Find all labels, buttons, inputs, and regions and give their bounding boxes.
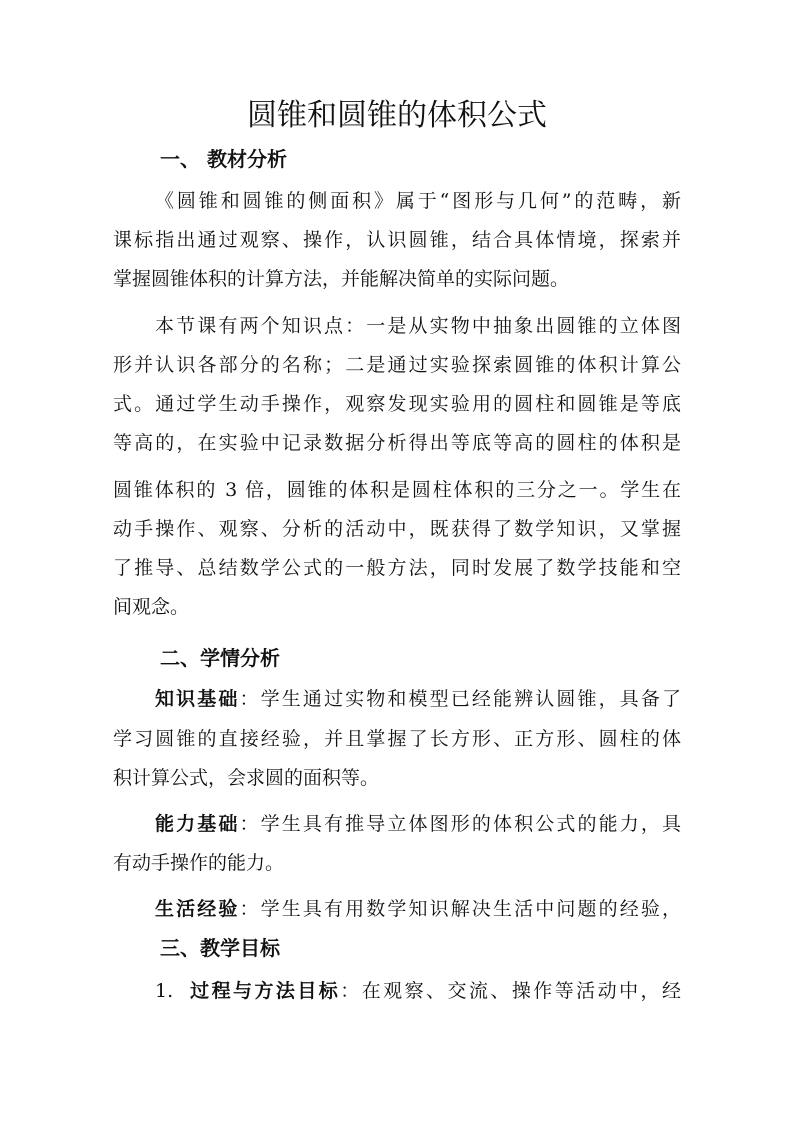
life-experience-label: 生活经验 [155,898,240,920]
goal-item-text: ：在观察、交流、操作等活动中，经 [340,980,681,1002]
ability-basis-text: ：学生具有推导立体图形的体积公式的能力，具 [239,813,681,835]
paragraph-line: 动手操作、观察、分析的活动中，既获得了数学知识，又掌握 [113,518,681,540]
paragraph-line: 有动手操作的能力。 [113,852,285,874]
section-heading-student-analysis: 二、学情分析 [160,646,280,670]
knowledge-basis-text: ：学生通过实物和模型已经能辨认圆锥，具备了 [239,688,681,710]
paragraph-line: 间观念。 [113,596,190,618]
paragraph-line: 圆锥体积的 3 倍，圆锥的体积是圆柱体积的三分之一。学生在 [113,479,681,501]
paragraph-line: 学习圆锥的直接经验，并且掌握了长方形、正方形、圆柱的体 [113,728,681,750]
paragraph-line: 本节课有两个知识点：一是从实物中抽象出圆锥的立体图 [155,315,681,337]
paragraph-line: 式。通过学生动手操作，观察发现实验用的圆柱和圆锥是等底 [113,393,681,415]
goal-item-label: 过程与方法目标 [190,980,341,1002]
life-experience-text: ：学生具有用数学知识解决生活中问题的经验， [239,898,681,920]
paragraph-line: 形并认识各部分的名称；二是通过实验探索圆锥的体积计算公 [113,354,681,376]
paragraph-line: 《圆锥和圆锥的侧面积》属于“图形与几何”的范畴，新 [155,190,681,212]
paragraph-line: 了推导、总结数学公式的一般方法，同时发展了数学技能和空 [113,557,681,579]
life-experience-line [155,895,681,923]
document-title: 圆锥和圆锥的体积公式 [247,98,547,133]
goal-item-1 [155,977,681,1005]
ability-basis-line [155,810,681,838]
paragraph-line: 等高的，在实验中记录数据分析得出等底等高的圆柱的体积是 [113,432,681,454]
goal-item-number: 1. [155,980,174,1002]
knowledge-basis-line [155,685,681,713]
knowledge-basis-label: 知识基础 [155,688,240,710]
section-heading-textbook-analysis: 一、 教材分析 [160,147,287,171]
paragraph-line: 课标指出通过观察、操作，认识圆锥，结合具体情境，探索并 [113,229,681,251]
paragraph-line: 积计算公式，会求圆的面积等。 [113,767,380,789]
paragraph-line: 掌握圆锥体积的计算方法，并能解决简单的实际问题。 [113,268,570,290]
ability-basis-label: 能力基础 [155,813,240,835]
section-heading-teaching-goals: 三、教学目标 [160,936,280,960]
